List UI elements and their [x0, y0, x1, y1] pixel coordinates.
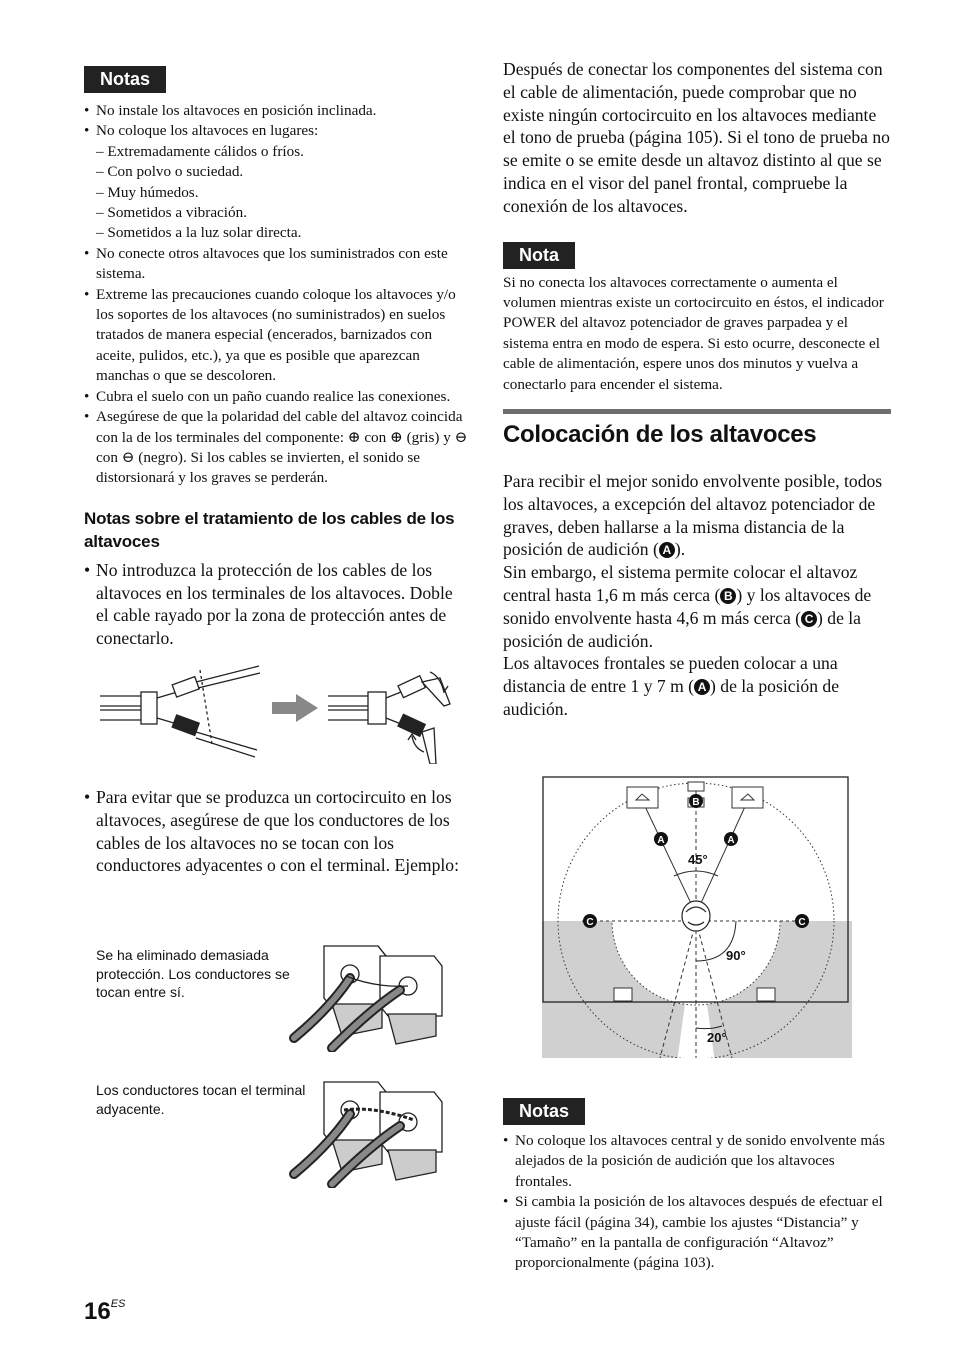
list-item: – Sometidos a vibración. [96, 204, 248, 222]
section-title: Colocación de los altavoces [503, 409, 891, 450]
marker-b [689, 794, 703, 808]
terminal-illustration-1 [288, 944, 448, 1052]
angle-20-label: 20° [707, 1030, 727, 1045]
svg-text:A: A [727, 835, 735, 846]
notes2-block [503, 1098, 891, 1274]
cables-bullet-1: • No introduzca la protección de los cables de los altavoces en los terminales de los altavoces. Doble el cable rayado por la zona de protección antes de conectarlo. [84, 559, 468, 650]
nota-label: Nota [503, 242, 575, 269]
angle-45-label: 45° [688, 852, 708, 867]
plus-icon: ⊕ [347, 428, 361, 446]
list-item: • Cubra el suelo con un paño cuando realice las conexiones. [84, 387, 468, 407]
list-item: • Si cambia la posición de los altavoces después de efectuar el ajuste fácil (página 34), cambie los ajustes “Distancia” y “Tamaño” en la pantalla de configuración “Altavoz” proporcionalmente (página 103). [503, 1192, 891, 1274]
list-item: • No coloque los altavoces en lugares: [84, 121, 468, 141]
marker-c-left [583, 914, 597, 928]
notes2-label: Notas [503, 1098, 585, 1125]
intro-paragraph: Después de conectar los componentes del sistema con el cable de alimentación, puede comprobar que no existe ningún cortocircuito en los altavoces mediante el tono de prueba (página 105). Si el tono de prueba no se emite o se emite desde un altavoz distinto al que se indica en el visor del panel frontal, compruebe la conexión de los altavoces. [503, 59, 890, 216]
list-item: • Extreme las precauciones cuando coloque los altavoces y/o los soportes de los altavoces (no suministrados) en suelos tratados de manera especial (encerados, barnizados con aceite, pulidos, etc.), ya que es posible que aparezcan manchas o que se descoloren. [84, 285, 468, 387]
terminal-illustration-2 [288, 1080, 448, 1188]
plus-icon: ⊕ [390, 428, 403, 446]
caption-example-2: Los conductores tocan el terminal adyacente. [96, 1082, 306, 1117]
svg-text:B: B [692, 797, 700, 808]
notes-label: Notas [84, 66, 166, 93]
list-item: • No instale los altavoces en posición inclinada. [84, 101, 468, 121]
svg-text:A: A [657, 835, 665, 846]
nota-text: Si no conecta los altavoces correctamente o aumenta el volumen mientras existe un cortocircuito en éstos, el indicador POWER del altavoz potenciador de graves parpadea y el sistema entra en modo de espera. Si esto ocurre, desconecte el cable de alimentación, espere unos dos minutos y vuelva a conectarlo para encender el sistema. [503, 273, 884, 393]
minus-icon: ⊖ [121, 448, 135, 466]
cables-heading: Notas sobre el tratamiento de los cables de los altavoces [84, 508, 455, 551]
placement-text: Para recibir el mejor sonido envolvente posible, todos los altavoces, a excepción del altavoz potenciador de graves, deben hallarse a la misma distancia de la posición de audición ( A ). Sin embargo, el sistema permite colocar el altavoz central hasta 1,6 m más cerca ( B ) y los altavoces de sonido envolvente hasta 4,6 m más cerca ( C ) de la posición de audición. Los altavoces frontales se pueden colocar a una distancia de entre 1 y 7 m ( A ) de la posición de audición. [503, 471, 883, 719]
cables-bullet-2: • Para evitar que se produzca un cortocircuito en los altavoces, asegúrese de que los conductores de los cables de los altavoces no se tocan con los conductores adyacentes o con el terminal. Ejemplo: [84, 786, 468, 877]
left-column [84, 66, 468, 877]
svg-text:C: C [798, 917, 806, 928]
marker-a-right [724, 832, 738, 846]
list-item: • No conecte otros altavoces que los suministrados con este sistema. [84, 244, 468, 285]
speaker-placement-diagram [542, 776, 852, 1058]
notes-list [84, 101, 468, 489]
svg-text:C: C [586, 917, 594, 928]
page-number: $16^{ES}$ [84, 1298, 126, 1325]
mark-a-icon: A [659, 542, 675, 558]
list-item: – Con polvo o suciedad. [96, 163, 244, 181]
mark-c-icon: C [801, 611, 817, 627]
polarity-note: • Asegúrese de que la polaridad del cable del altavoz coincida con la de los terminales del componente: ⊕ con ⊕ (gris) y ⊖ con ⊖ (negro). Si los cables se invierten, el sonido se distorsionará y los graves se perderán. [84, 407, 468, 489]
marker-a-left [654, 832, 668, 846]
marker-c-right [795, 914, 809, 928]
mark-a-icon: A [694, 679, 710, 695]
arrow-right-icon [272, 694, 318, 722]
list-item: – Sometidos a la luz solar directa. [96, 224, 302, 242]
list-item: • No coloque los altavoces central y de sonido envolvente más alejados de la posición de audición que los altavoces frontales. [503, 1131, 891, 1192]
list-item: – Muy húmedos. [96, 183, 199, 201]
mark-b-icon: B [720, 588, 736, 604]
caption-example-1: Se ha eliminado demasiada protección. Los conductores se tocan entre sí. [96, 947, 290, 1000]
angle-90-label: 90° [726, 948, 746, 963]
right-column [503, 58, 891, 721]
cable-bending-illustration [84, 664, 468, 764]
list-item: – Extremadamente cálidos o fríos. [96, 142, 304, 160]
minus-icon: ⊖ [454, 428, 468, 446]
